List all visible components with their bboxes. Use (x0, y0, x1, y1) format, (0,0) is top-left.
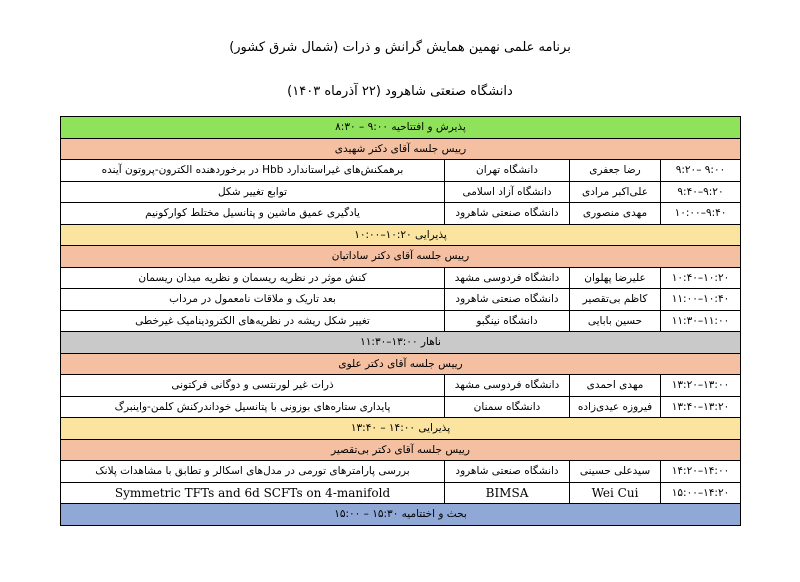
talk-speaker: رضا جعفری (570, 160, 661, 182)
talk-row (61, 289, 741, 311)
talk-time: ۹:۴۰–۱۰:۰۰ (661, 203, 741, 225)
talk-title: پایداری ستاره‌های بوزونی با پتانسیل خوداندرکنش کلمن-واینبرگ (61, 396, 445, 418)
talk-time: ۱۱:۰۰–۱۱:۳۰ (661, 310, 741, 332)
talk-time: ۱۴:۰۰–۱۴:۲۰ (661, 461, 741, 483)
talk-university: دانشگاه آزاد اسلامی (445, 181, 570, 203)
opening-cell: پذیرش و افتتاحیه ۹:۰۰ – ۸:۳۰ (61, 117, 741, 139)
talk-row (61, 267, 741, 289)
talk-time: ۱۰:۲۰–۱۰:۴۰ (661, 267, 741, 289)
talk-university: دانشگاه تهران (445, 160, 570, 182)
lunch-row (61, 332, 741, 354)
talk-title: برهمکنش‌های غیراستاندارد Hbb در برخوردهنده الکترون-پروتون آینده (61, 160, 445, 182)
chair-row-3 (61, 353, 741, 375)
talk-row (61, 461, 741, 483)
talk-title: ذرات غیر لورنتسی و دوگانی فرکتونی (61, 375, 445, 397)
talk-title: Symmetric TFTs and 6d SCFTs on 4-manifold (61, 482, 445, 504)
talk-university: BIMSA (445, 482, 570, 504)
chair-row-4 (61, 439, 741, 461)
talk-speaker: مهدی منصوری (570, 203, 661, 225)
page-subtitle: دانشگاه صنعتی شاهرود (۲۲ آذرماه ۱۴۰۳) (287, 84, 513, 99)
talk-row (61, 181, 741, 203)
closing-row (61, 504, 741, 526)
talk-speaker: علیرضا پهلوان (570, 267, 661, 289)
talk-university: دانشگاه فردوسی مشهد (445, 375, 570, 397)
talk-speaker: حسین بابایی (570, 310, 661, 332)
opening-row (61, 117, 741, 139)
chair-cell: رییس جلسه آقای دکتر بی‌تقصیر (61, 439, 741, 461)
chair-row-2 (61, 246, 741, 268)
talk-row (61, 310, 741, 332)
talk-time: ۹:۰۰ –۹:۲۰ (661, 160, 741, 182)
talk-time: ۱۳:۲۰–۱۳:۴۰ (661, 396, 741, 418)
talk-university: دانشگاه صنعتی شاهرود (445, 461, 570, 483)
chair-cell: رییس جلسه آقای دکتر ساداتیان (61, 246, 741, 268)
chair-row-1 (61, 138, 741, 160)
talk-speaker: مهدی احمدی (570, 375, 661, 397)
talk-university: دانشگاه نینگبو (445, 310, 570, 332)
talk-university: دانشگاه فردوسی مشهد (445, 267, 570, 289)
talk-title: بعد تاریک و ملاقات نامعمول در مرداب (61, 289, 445, 311)
talk-row (61, 203, 741, 225)
talk-university: دانشگاه سمنان (445, 396, 570, 418)
talk-row (61, 160, 741, 182)
talk-row (61, 396, 741, 418)
talk-row (61, 375, 741, 397)
talk-time: ۱۴:۲۰–۱۵:۰۰ (661, 482, 741, 504)
closing-cell: بحث و اختتامیه ۱۵:۳۰ – ۱۵:۰۰ (61, 504, 741, 526)
talk-speaker: علی‌اکبر مرادی (570, 181, 661, 203)
talk-university: دانشگاه صنعتی شاهرود (445, 203, 570, 225)
talk-title: کنش موثر در نظریه ریسمان و نظریه میدان ریسمان (61, 267, 445, 289)
page-title: برنامه علمی نهمین همایش گرانش و ذرات (شمال شرق کشور) (229, 40, 571, 55)
break-cell: پذیرایی ۱۴:۰۰ – ۱۳:۴۰ (61, 418, 741, 440)
talk-time: ۹:۲۰–۹:۴۰ (661, 181, 741, 203)
talk-speaker: Wei Cui (570, 482, 661, 504)
talk-title: یادگیری عمیق ماشین و پتانسیل مختلط کوارکونیم (61, 203, 445, 225)
talk-time: ۱۳:۰۰–۱۳:۲۰ (661, 375, 741, 397)
talk-speaker: فیروزه عیدی‌زاده (570, 396, 661, 418)
talk-title: بررسی پارامترهای تورمی در مدل‌های اسکالر و تطابق با مشاهدات پلانک (61, 461, 445, 483)
break-cell: پذیرایی ۱۰:۲۰–۱۰:۰۰ (61, 224, 741, 246)
talk-title: تغییر شکل ریشه در نظریه‌های الکترودینامیک غیرخطی (61, 310, 445, 332)
talk-speaker: سیدعلی حسینی (570, 461, 661, 483)
schedule-table (60, 116, 741, 526)
talk-time: ۱۰:۴۰–۱۱:۰۰ (661, 289, 741, 311)
break-row-2 (61, 418, 741, 440)
talk-title: توابع تغییر شکل (61, 181, 445, 203)
talk-row (61, 482, 741, 504)
talk-university: دانشگاه صنعتی شاهرود (445, 289, 570, 311)
break-row-1 (61, 224, 741, 246)
talk-speaker: کاظم بی‌تقصیر (570, 289, 661, 311)
chair-cell: رییس جلسه آقای دکتر علوی (61, 353, 741, 375)
chair-cell: رییس جلسه آقای دکتر شهیدی (61, 138, 741, 160)
lunch-cell: ناهار ۱۳:۰۰–۱۱:۳۰ (61, 332, 741, 354)
